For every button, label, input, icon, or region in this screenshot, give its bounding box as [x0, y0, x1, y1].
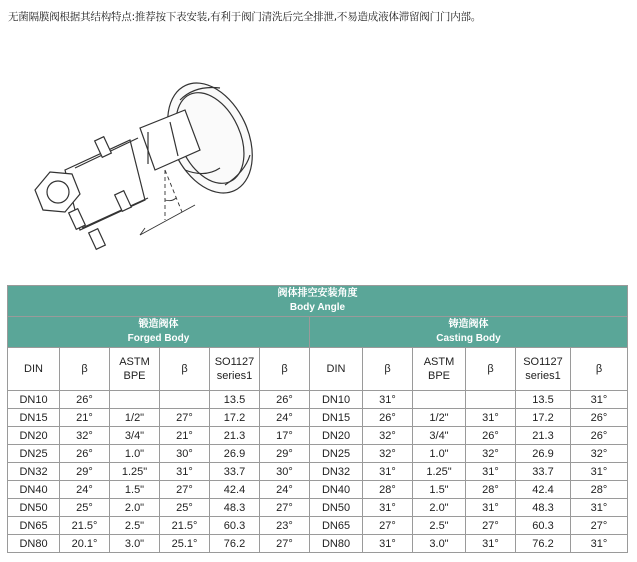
- table-cell-f-din: DN65: [8, 517, 60, 535]
- table-cell-f-b1: 21.5°: [60, 517, 110, 535]
- table-cell-c-iso: 42.4: [516, 481, 571, 499]
- header-beta: β: [160, 348, 210, 391]
- table-cell-c-b1: 31°: [363, 499, 413, 517]
- valve-drawing: [20, 60, 280, 270]
- table-cell-c-astm: 1.0": [413, 445, 466, 463]
- table-cell-c-din: DN65: [310, 517, 363, 535]
- forged-title-en: Forged Body: [127, 333, 190, 344]
- table-cell-c-din: DN50: [310, 499, 363, 517]
- table-cell-c-iso: 21.3: [516, 427, 571, 445]
- table-cell-c-b2: 31°: [466, 463, 516, 481]
- table-cell-f-iso: 42.4: [210, 481, 260, 499]
- table-cell-c-b3: 31°: [571, 499, 628, 517]
- table-cell-c-iso: 76.2: [516, 535, 571, 553]
- table-cell-c-b1: 27°: [363, 517, 413, 535]
- table-cell-c-iso: 33.7: [516, 463, 571, 481]
- table-cell-c-astm: 2.5": [413, 517, 466, 535]
- table-cell-f-b3: 30°: [260, 463, 310, 481]
- table-cell-f-iso: 17.2: [210, 409, 260, 427]
- header-iso: SO1127 series1: [516, 348, 571, 391]
- header-astm: ASTM BPE: [413, 348, 466, 391]
- table-cell-c-din: DN15: [310, 409, 363, 427]
- forged-title-cn: 锻造阀体: [138, 319, 179, 330]
- table-cell-c-b3: 31°: [571, 463, 628, 481]
- table-cell-f-b3: 26°: [260, 391, 310, 409]
- table-cell-f-din: DN10: [8, 391, 60, 409]
- table-cell-f-astm: 1.0": [110, 445, 160, 463]
- table-cell-c-b3: 26°: [571, 427, 628, 445]
- table-cell-c-astm: [413, 391, 466, 409]
- header-beta: β: [571, 348, 628, 391]
- table-row: [8, 463, 628, 481]
- header-beta: β: [363, 348, 413, 391]
- casting-title-en: Casting Body: [436, 333, 501, 344]
- table-cell-f-b2: 27°: [160, 481, 210, 499]
- column-header-row: [8, 348, 628, 391]
- table-title-cn: 阀体排空安装角度: [277, 288, 358, 299]
- table-cell-c-din: DN25: [310, 445, 363, 463]
- table-cell-c-b3: 26°: [571, 409, 628, 427]
- table-cell-f-b3: 24°: [260, 481, 310, 499]
- table-cell-c-b2: [466, 391, 516, 409]
- table-row: [8, 499, 628, 517]
- table-cell-c-iso: 13.5: [516, 391, 571, 409]
- table-cell-f-iso: 26.9: [210, 445, 260, 463]
- table-cell-c-b1: 31°: [363, 391, 413, 409]
- table-cell-c-b2: 32°: [466, 445, 516, 463]
- table-cell-c-b3: 31°: [571, 535, 628, 553]
- table-row: [8, 535, 628, 553]
- table-cell-f-iso: 13.5: [210, 391, 260, 409]
- table-cell-c-b1: 31°: [363, 463, 413, 481]
- table-cell-f-b2: 21.5°: [160, 517, 210, 535]
- table-cell-f-iso: 21.3: [210, 427, 260, 445]
- table-cell-f-din: DN20: [8, 427, 60, 445]
- header-astm: ASTM BPE: [110, 348, 160, 391]
- table-cell-c-b1: 28°: [363, 481, 413, 499]
- table-cell-f-b2: 21°: [160, 427, 210, 445]
- table-cell-c-b2: 27°: [466, 517, 516, 535]
- table-cell-c-iso: 60.3: [516, 517, 571, 535]
- casting-title-cn: 铸造阀体: [448, 319, 489, 330]
- table-cell-f-b2: [160, 391, 210, 409]
- table-cell-c-astm: 1/2": [413, 409, 466, 427]
- table-cell-f-b1: 32°: [60, 427, 110, 445]
- table-cell-f-iso: 60.3: [210, 517, 260, 535]
- table-cell-f-astm: 2.5": [110, 517, 160, 535]
- table-row: [8, 517, 628, 535]
- table-row: [8, 391, 628, 409]
- table-cell-f-astm: 2.0": [110, 499, 160, 517]
- table-cell-c-b1: 31°: [363, 535, 413, 553]
- table-cell-c-din: DN80: [310, 535, 363, 553]
- table-cell-c-astm: 1.5": [413, 481, 466, 499]
- table-cell-c-b3: 31°: [571, 391, 628, 409]
- table-title-en: Body Angle: [289, 302, 346, 313]
- table-cell-f-din: DN25: [8, 445, 60, 463]
- table-cell-c-b2: 26°: [466, 427, 516, 445]
- table-cell-c-b3: 28°: [571, 481, 628, 499]
- table-cell-c-b2: 31°: [466, 535, 516, 553]
- table-cell-f-b2: 25.1°: [160, 535, 210, 553]
- table-cell-f-din: DN32: [8, 463, 60, 481]
- table-cell-c-astm: 1.25": [413, 463, 466, 481]
- table-cell-f-iso: 33.7: [210, 463, 260, 481]
- table-cell-c-astm: 3/4": [413, 427, 466, 445]
- table-cell-c-din: DN40: [310, 481, 363, 499]
- table-cell-f-astm: 3.0": [110, 535, 160, 553]
- table-cell-f-b3: 27°: [260, 535, 310, 553]
- table-cell-f-din: DN50: [8, 499, 60, 517]
- header-din: DIN: [310, 348, 363, 391]
- table-cell-f-iso: 48.3: [210, 499, 260, 517]
- table-cell-c-b1: 32°: [363, 445, 413, 463]
- table-cell-c-iso: 26.9: [516, 445, 571, 463]
- table-cell-f-b1: 24°: [60, 481, 110, 499]
- table-row: [8, 409, 628, 427]
- header-beta: β: [60, 348, 110, 391]
- table-cell-f-b2: 31°: [160, 463, 210, 481]
- table-title-row: [8, 286, 628, 317]
- table-cell-f-b3: 23°: [260, 517, 310, 535]
- table-cell-f-b1: 26°: [60, 391, 110, 409]
- table-cell-f-din: DN40: [8, 481, 60, 499]
- table-cell-f-din: DN80: [8, 535, 60, 553]
- table-row: [8, 481, 628, 499]
- table-cell-c-din: DN10: [310, 391, 363, 409]
- table-row: [8, 427, 628, 445]
- table-cell-c-astm: 3.0": [413, 535, 466, 553]
- table-cell-f-b2: 30°: [160, 445, 210, 463]
- table-cell-c-din: DN32: [310, 463, 363, 481]
- header-iso: SO1127 series1: [210, 348, 260, 391]
- table-cell-f-din: DN15: [8, 409, 60, 427]
- table-cell-c-b1: 26°: [363, 409, 413, 427]
- table-cell-c-b2: 31°: [466, 499, 516, 517]
- table-cell-c-astm: 2.0": [413, 499, 466, 517]
- table-cell-c-b2: 31°: [466, 409, 516, 427]
- table-cell-f-b1: 26°: [60, 445, 110, 463]
- table-cell-c-b1: 32°: [363, 427, 413, 445]
- intro-text: 无菌隔膜阀根据其结构特点:推荐按下表安装,有利于阀门清洗后完全排泄,不易造成液体滞留阀门门内部。: [8, 11, 482, 23]
- table-cell-c-b3: 27°: [571, 517, 628, 535]
- table-cell-f-iso: 76.2: [210, 535, 260, 553]
- table-cell-f-b1: 20.1°: [60, 535, 110, 553]
- table-cell-f-astm: 3/4": [110, 427, 160, 445]
- table-cell-c-iso: 48.3: [516, 499, 571, 517]
- table-cell-c-din: DN20: [310, 427, 363, 445]
- table-cell-c-b3: 32°: [571, 445, 628, 463]
- table-cell-f-b3: 24°: [260, 409, 310, 427]
- table-cell-f-astm: 1.25": [110, 463, 160, 481]
- table-row: [8, 445, 628, 463]
- body-angle-table: [7, 285, 628, 553]
- table-cell-f-astm: 1.5": [110, 481, 160, 499]
- table-cell-f-b1: 21°: [60, 409, 110, 427]
- table-cell-f-b3: 29°: [260, 445, 310, 463]
- table-cell-f-b3: 27°: [260, 499, 310, 517]
- table-cell-f-astm: [110, 391, 160, 409]
- table-cell-f-b1: 25°: [60, 499, 110, 517]
- header-din: DIN: [8, 348, 60, 391]
- table-cell-c-iso: 17.2: [516, 409, 571, 427]
- table-cell-f-b1: 29°: [60, 463, 110, 481]
- table-cell-f-b3: 17°: [260, 427, 310, 445]
- table-cell-f-b2: 25°: [160, 499, 210, 517]
- table-cell-f-astm: 1/2": [110, 409, 160, 427]
- header-beta: β: [466, 348, 516, 391]
- table-cell-f-b2: 27°: [160, 409, 210, 427]
- header-beta: β: [260, 348, 310, 391]
- table-cell-c-b2: 28°: [466, 481, 516, 499]
- body-type-row: [8, 317, 628, 348]
